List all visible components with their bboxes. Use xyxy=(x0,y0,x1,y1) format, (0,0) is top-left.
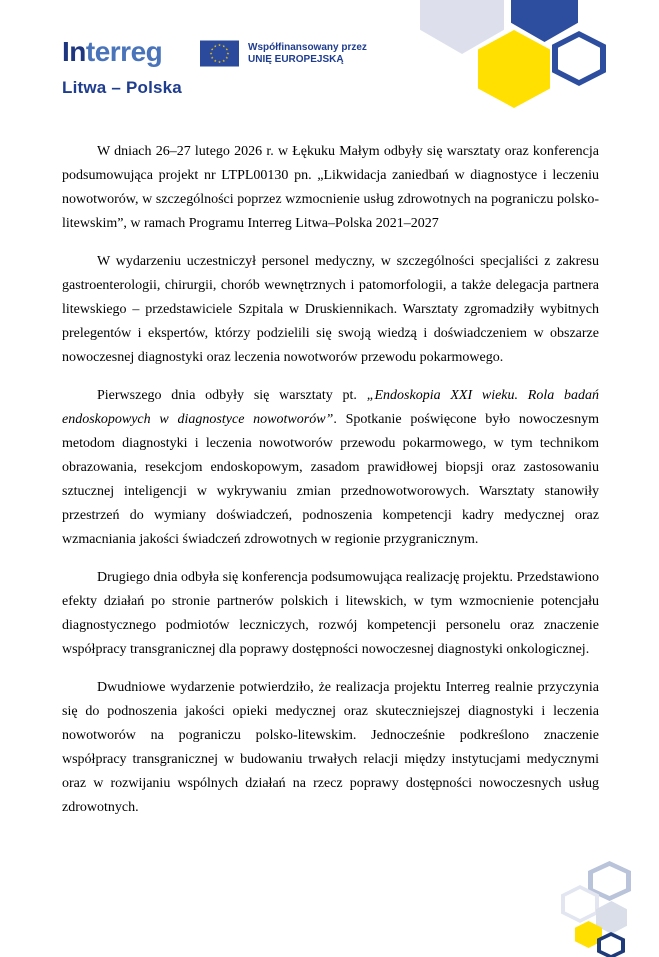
paragraph-5-text: Dwudniowe wydarzenie potwierdziło, że realizacja projektu Interreg realnie przyczynia się do podnoszenia jakości opieki medycznej oraz skuteczniejszej diagnostyki i leczenia nowotworów na pograniczu polsko-litewskim. Jednocześnie podkreślono znaczenie współpracy transgranicznej w budowaniu trwałych relacji między instytucjami medycznymi oraz w rozwijaniu wspólnych działań na rzecz poprawy dostępności nowoczesnych usług zdrowotnych. xyxy=(62,680,599,815)
interreg-logo xyxy=(62,38,182,98)
eu-cofunding-line2: UNIĘ EUROPEJSKĄ xyxy=(248,53,344,65)
paragraph-1 xyxy=(62,140,599,236)
eu-flag-icon xyxy=(200,40,239,67)
hexagon-navy-outline-icon xyxy=(552,31,606,86)
hexagon-yellow-filled-icon xyxy=(478,30,550,108)
eu-cofunding-text xyxy=(248,42,367,65)
paragraph-4 xyxy=(62,566,599,662)
paragraph-4-text: Drugiego dnia odbyła się konferencja podsumowująca realizację projektu. Przedstawiono efekty działań po stronie partnerów polskich i litewskich, w tym wzmocnienie potencjału diagnostycznego podmiotów leczniczych, rozwój kompetencji personelu oraz znaczenie współpracy transgranicznej dla poprawy dostępności nowoczesnej diagnostyki onkologicznej. xyxy=(62,570,599,657)
paragraph-2 xyxy=(62,250,599,370)
paragraph-3-pre: Pierwszego dnia odbyły się warsztaty pt. xyxy=(97,388,367,403)
paragraph-3-post: . Spotkanie poświęcone było nowoczesnym metodom diagnostyki i leczenia nowotworów przewodu pokarmowego, w tym technikom obrazowania, resekcjom endoskopowym, zasadom prawidłowej biopsji oraz zastosowaniu sztucznej inteligencji w wykrywaniu zmian przednowotworowych. Warsztaty stanowiły przestrzeń do wymiany doświadczeń, podnoszenia kompetencji kadry medycznej oraz wzmacniania jakości świadczeń zdrowotnych w regionie przygranicznym. xyxy=(62,412,599,547)
paragraph-5 xyxy=(62,676,599,820)
paragraph-1-text: W dniach 26–27 lutego 2026 r. w Łękuku Małym odbyły się warsztaty oraz konferencja podsumowująca projekt nr LTPL00130 pn. „Likwidacja zaniedbań w diagnostyce i leczeniu nowotworów, w szczególności poprzez wzmocnienie usług zdrowotnych na pograniczu polsko-litewskim”, w ramach Programu Interreg Litwa–Polska 2021–2027 xyxy=(62,144,599,231)
document-body xyxy=(62,140,599,834)
eu-cofunding-block xyxy=(200,40,367,67)
wordmark-light-part: terreg xyxy=(85,36,163,67)
paragraph-3 xyxy=(62,384,599,552)
eu-cofunding-line1: Współfinansowany przez xyxy=(248,42,367,53)
paragraph-3-workshop-title: „Endoskopia XXI wieku. Rola badań endoskopowych w diagnostyce nowotworów” xyxy=(62,388,599,427)
wordmark-dark-part: In xyxy=(62,36,86,67)
interreg-wordmark xyxy=(62,38,182,66)
program-name-label: Litwa – Polska xyxy=(62,78,182,97)
paragraph-2-text: W wydarzeniu uczestniczył personel medyczny, w szczególności specjaliści z zakresu gastroenterologii, chirurgii, chorób wewnętrznych i patomorfologii, a także delegacja partnera litewskiego – przedstawiciele Szpitala w Druskiennikach. Warsztaty zgromadziły wybitnych prelegentów i ekspertów, którzy podzielili się swoją wiedzą i doświadczeniem w obszarze nowoczesnej diagnostyki oraz leczenia nowotworów przewodu pokarmowego. xyxy=(62,254,599,365)
